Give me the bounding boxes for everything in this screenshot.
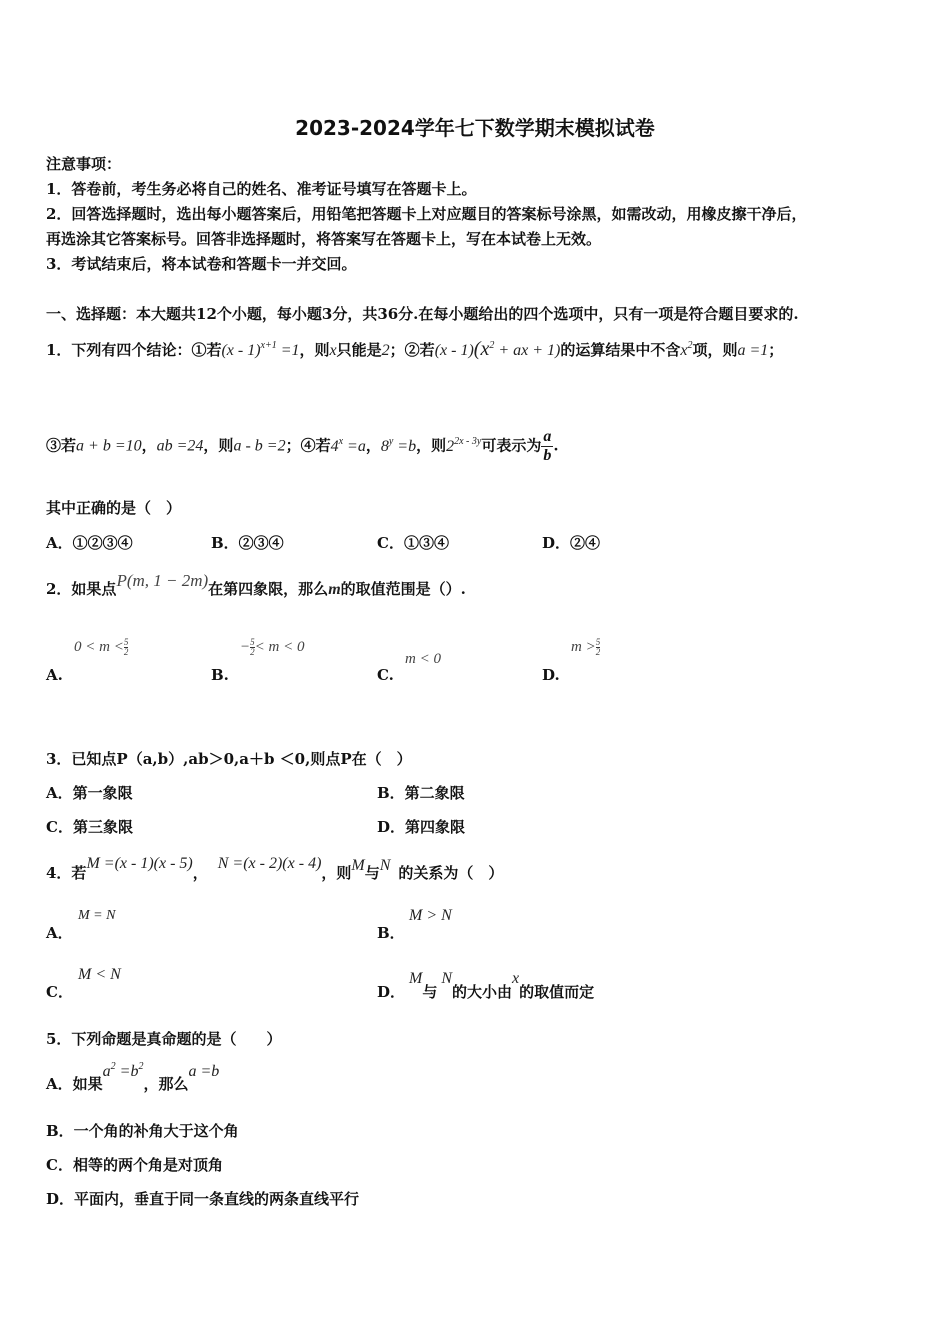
question-1-line-2: ③若a + b =10，ab =24，则a - b =2；④若$4^x =a$，$8^y =b$，则$2^{2x - 3y}$可表示为 $\frac{a}{b}$ . <box>46 428 559 464</box>
option-c-label[interactable]: C. <box>377 666 394 684</box>
fraction-a-over-b: $\frac{a}{b}$ <box>543 428 552 464</box>
question-1-stem-end: 其中正确的是（ ） <box>46 499 182 517</box>
option-b-math: − $\frac{5}{2}$ < m < 0 <box>240 637 305 657</box>
option-a[interactable]: A．①②③④ <box>46 534 133 552</box>
option-c[interactable]: C．相等的两个角是对顶角 <box>46 1156 223 1174</box>
notice-item: 再选涂其它答案标号。回答非选择题时，将答案写在答题卡上，写在本试卷上无效。 <box>46 230 602 248</box>
option-d[interactable]: D．第四象限 <box>377 818 466 836</box>
option-d-label[interactable]: D． <box>377 983 406 1001</box>
option-b-label[interactable]: B. <box>211 666 229 684</box>
option-d[interactable]: D．平面内，垂直于同一条直线的两条直线平行 <box>46 1190 360 1208</box>
question-4-stem: 4．若M =(x - 1)(x - 5)，N =(x - 2)(x - 4)，则M与N 的关系为（ ） <box>46 855 504 882</box>
notice-item: 1．答卷前，考生务必将自己的姓名、准考证号填写在答题卡上。 <box>46 180 477 198</box>
question-1-line-1: 1．下列有四个结论：①若(x - 1)$^{x+1}$ =1，则x只能是2；②若$(x - 1)(x^2$ + ax + 1)的运算结果中不含$x^2$项，则a =1； <box>46 338 784 360</box>
option-a[interactable]: A．如果$a^2 =b^2$，那么a =b <box>46 1061 220 1093</box>
option-d-label[interactable]: D. <box>542 666 560 684</box>
page-title: 2023-2024学年七下数学期末模拟试卷 <box>295 116 655 140</box>
option-b[interactable]: B．第二象限 <box>377 784 465 802</box>
question-3-stem: 3．已知点P（a,b）,ab＞0,a＋b ＜0,则点P在（ ） <box>46 750 412 768</box>
option-b-label[interactable]: B． <box>377 924 405 942</box>
option-c-math: M < N <box>78 966 121 983</box>
option-b[interactable]: B．②③④ <box>211 534 284 552</box>
option-d[interactable]: D．②④ <box>542 534 601 552</box>
option-a-math: 0 < m < $\frac{5}{2}$ <box>74 637 129 657</box>
option-b-math: M > N <box>409 907 452 924</box>
option-d-text: M与N的大小由x的取值而定 <box>409 970 595 1001</box>
option-a[interactable]: A．第一象限 <box>46 784 133 802</box>
option-a-math: M = N <box>78 908 116 923</box>
question-2-stem: 2．如果点P(m, 1 − 2m)在第四象限，那么m的取值范围是（）. <box>46 571 466 598</box>
notice-heading: 注意事项： <box>46 155 122 173</box>
option-b[interactable]: B．一个角的补角大于这个角 <box>46 1122 239 1140</box>
section-heading: 一、选择题：本大题共12个小题，每小题3分，共36分.在每小题给出的四个选项中，只有一项是符合题目要求的. <box>46 305 799 323</box>
option-c[interactable]: C．第三象限 <box>46 818 133 836</box>
notice-item: 3．考试结束后，将本试卷和答题卡一并交回。 <box>46 255 357 273</box>
option-a-label[interactable]: A． <box>46 924 73 942</box>
option-c-math: m < 0 <box>405 651 441 667</box>
question-5-stem: 5．下列命题是真命题的是（ ） <box>46 1030 282 1048</box>
option-a-label[interactable]: A. <box>46 666 63 684</box>
notice-item: 2．回答选择题时，选出每小题答案后，用铅笔把答题卡上对应题目的答案标号涂黑，如需改动，用橡皮擦干净后， <box>46 205 807 223</box>
option-d-math: m > $\frac{5}{2}$ <box>571 637 601 657</box>
option-c[interactable]: C．①③④ <box>377 534 449 552</box>
option-c-label[interactable]: C． <box>46 983 73 1001</box>
